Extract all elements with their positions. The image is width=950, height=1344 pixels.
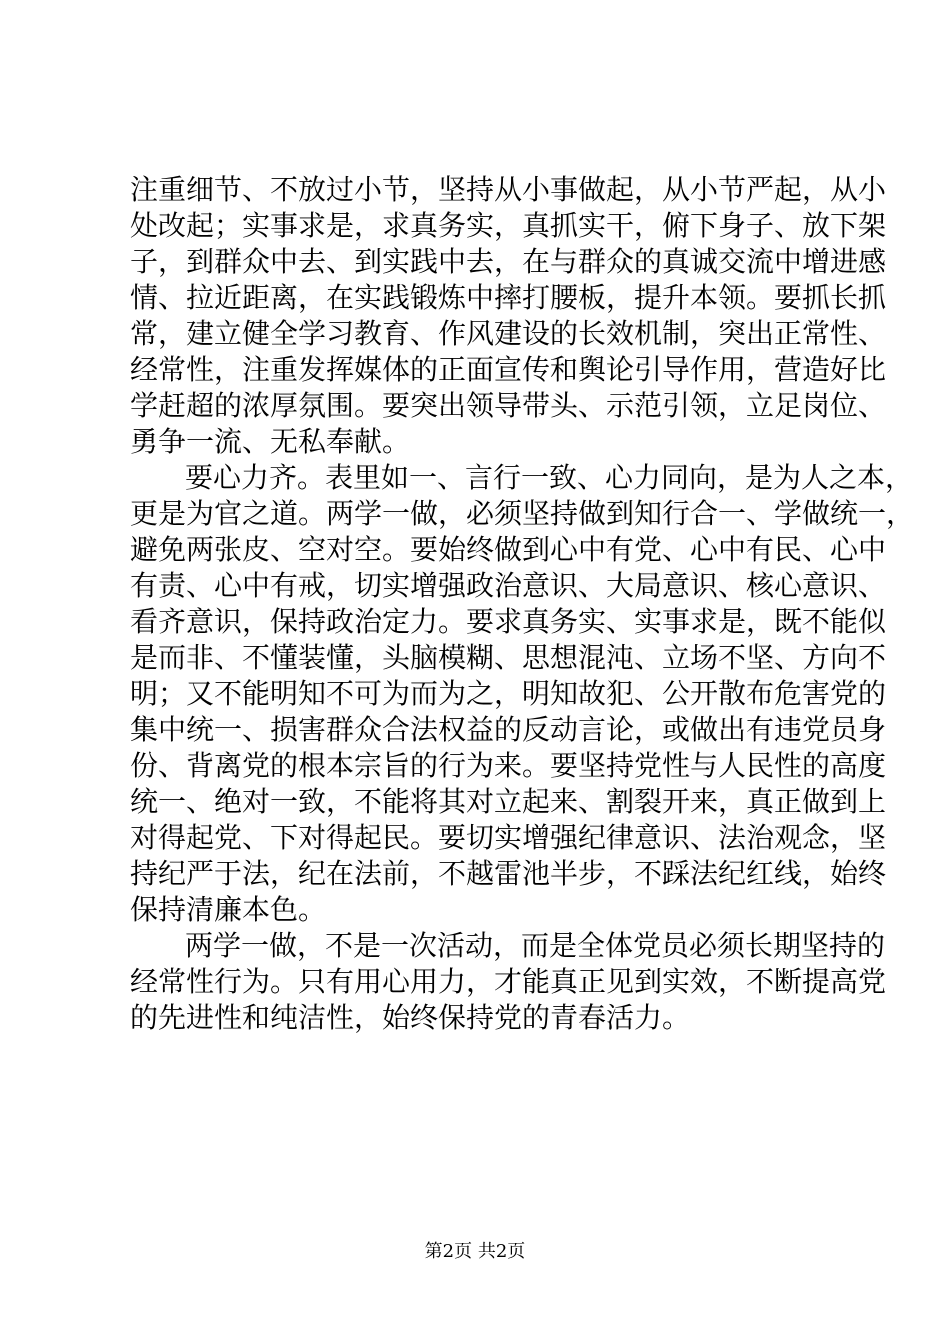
text-line: 明；又不能明知不可为而为之，明知故犯、公开散布危害党的: [130, 677, 887, 710]
paragraph-start-line: 要心力齐。表里如一、言行一致、心力同向，是为人之本，: [185, 461, 914, 494]
paragraph-start-line: 两学一做，不是一次活动，而是全体党员必须长期坚持的: [185, 929, 886, 962]
text-line: 常，建立健全学习教育、作风建设的长效机制，突出正常性、: [130, 317, 887, 350]
text-line: 统一、绝对一致，不能将其对立起来、割裂开来，真正做到上: [130, 785, 887, 818]
text-line: 学赶超的浓厚氛围。要突出领导带头、示范引领，立足岗位、: [130, 389, 887, 422]
text-line: 处改起；实事求是，求真务实，真抓实干，俯下身子、放下架: [130, 209, 887, 242]
text-line: 是而非、不懂装懂，头脑模糊、思想混沌、立场不坚、方向不: [130, 641, 887, 674]
text-line: 更是为官之道。两学一做，必须坚持做到知行合一、学做统一，: [130, 497, 915, 530]
page-footer: 第2页 共2页: [424, 1241, 526, 1262]
text-line: 注重细节、不放过小节，坚持从小事做起，从小节严起，从小: [130, 173, 887, 206]
text-line: 的先进性和纯洁性，始终保持党的青春活力。: [130, 1001, 691, 1034]
text-line: 有责、心中有戒，切实增强政治意识、大局意识、核心意识、: [130, 569, 887, 602]
text-line: 看齐意识，保持政治定力。要求真务实、实事求是，既不能似: [130, 605, 887, 638]
text-line: 子，到群众中去、到实践中去，在与群众的真诚交流中增进感: [130, 245, 887, 278]
text-line: 保持清廉本色。: [130, 893, 327, 926]
text-line: 情、拉近距离，在实践锻炼中摔打腰板，提升本领。要抓长抓: [130, 281, 887, 314]
text-line: 持纪严于法，纪在法前，不越雷池半步，不踩法纪红线，始终: [130, 857, 887, 890]
text-line: 避免两张皮、空对空。要始终做到心中有党、心中有民、心中: [130, 533, 887, 566]
text-line: 对得起党、下对得起民。要切实增强纪律意识、法治观念，坚: [130, 821, 887, 854]
text-line: 经常性，注重发挥媒体的正面宣传和舆论引导作用，营造好比: [130, 353, 887, 386]
text-line: 勇争一流、无私奉献。: [130, 425, 411, 458]
text-line: 份、背离党的根本宗旨的行为来。要坚持党性与人民性的高度: [130, 749, 887, 782]
text-line: 集中统一、损害群众合法权益的反动言论，或做出有违党员身: [130, 713, 887, 746]
text-line: 经常性行为。只有用心用力，才能真正见到实效，不断提高党: [130, 965, 887, 998]
